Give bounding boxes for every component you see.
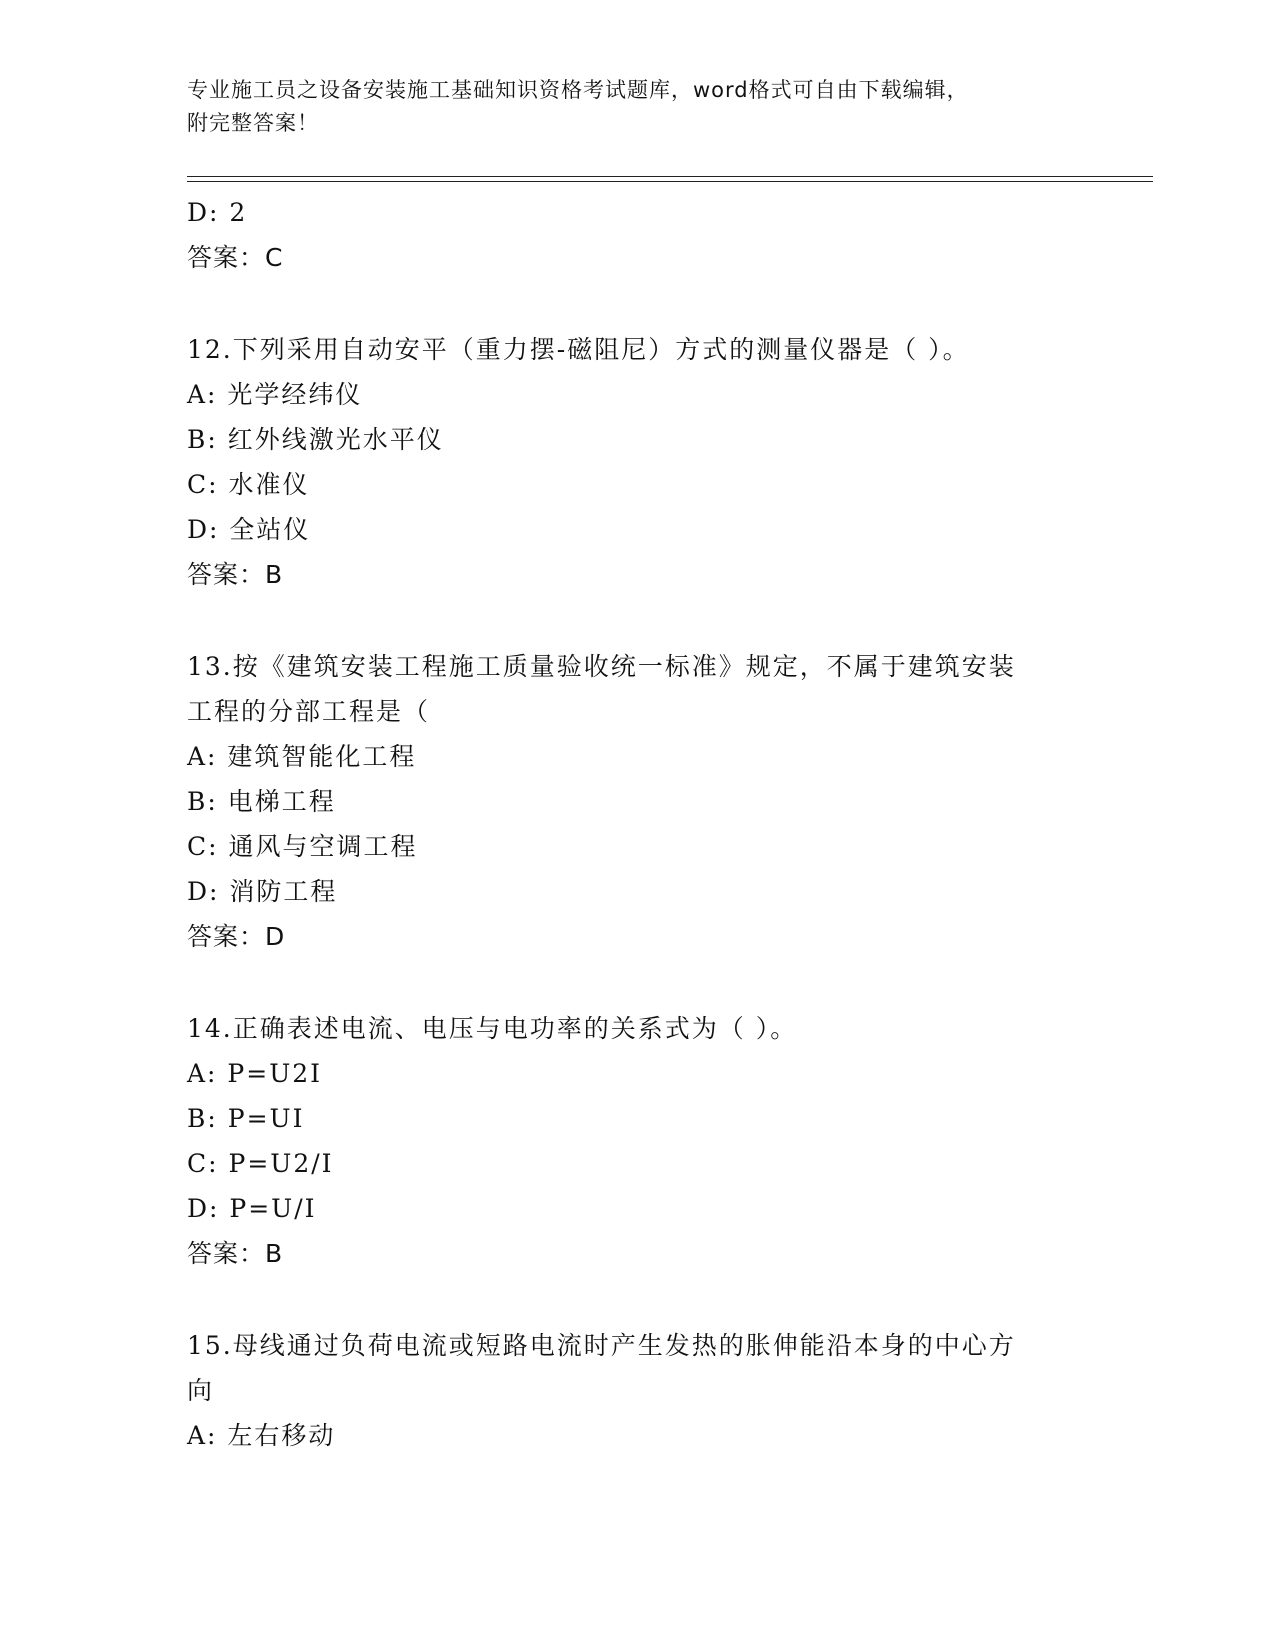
option-c: C: P=U2/I [187,1149,334,1178]
answer: 答案：B [187,1239,284,1268]
option-d: D: 消防工程 [187,877,338,906]
question-text-line-2: 向 [187,1376,215,1405]
option-a: A: 左右移动 [187,1421,336,1450]
answer: 答案：B [187,560,284,589]
option-b: B: P=UI [187,1104,305,1133]
answer: 答案：D [187,922,286,951]
question-13 [187,644,1137,959]
header-divider-top [187,176,1153,177]
question-list [187,190,1137,1458]
option-d: D: 全站仪 [187,515,311,544]
option-c: C: 通风与空调工程 [187,832,418,861]
question-text: 12.下列采用自动安平（重力摆-磁阻尼）方式的测量仪器是（ ）。 [187,335,970,364]
header-line-1: 专业施工员之设备安装施工基础知识资格考试题库，word格式可自由下载编辑， [187,78,969,102]
option-b: B: 电梯工程 [187,787,336,816]
question-15 [187,1323,1137,1458]
question-14 [187,1006,1137,1276]
option-c: C: 水准仪 [187,470,310,499]
question-text-line-1: 15.母线通过负荷电流或短路电流时产生发热的胀伸能沿本身的中心方 [187,1331,1016,1360]
option-a: A: 建筑智能化工程 [187,742,417,771]
option-d: D: P=U/I [187,1194,317,1223]
answer-carry: 答案：C [187,243,284,272]
question-text: 14.正确表述电流、电压与电功率的关系式为（ ）。 [187,1014,798,1043]
option-d-carry: D: 2 [187,198,248,227]
question-12 [187,327,1137,597]
header-line-2: 附完整答案！ [187,111,319,135]
option-a: A: 光学经纬仪 [187,380,363,409]
option-a: A: P=U2I [187,1059,323,1088]
option-b: B: 红外线激光水平仪 [187,425,444,454]
question-text-line-1: 13.按《建筑安装工程施工质量验收统一标准》规定，不属于建筑安装 [187,652,1016,681]
document-header [187,74,1067,140]
header-divider-bottom [187,181,1153,182]
question-text-line-2: 工程的分部工程是（ [187,697,431,726]
